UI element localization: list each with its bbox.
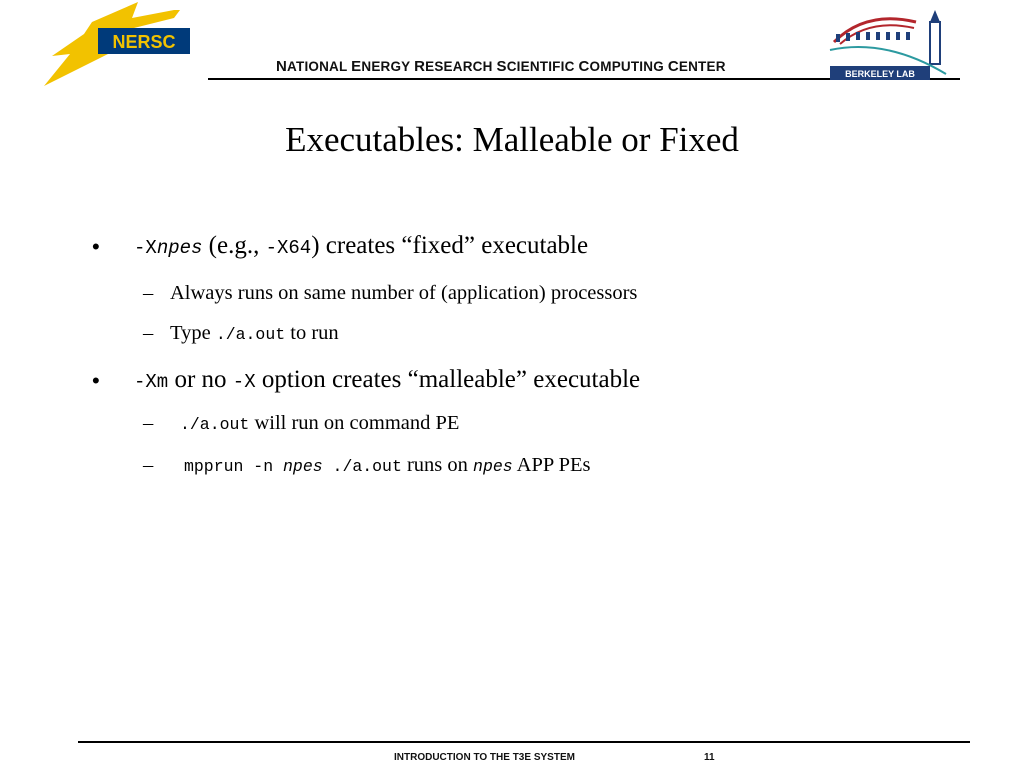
page-number: 11 <box>704 752 715 763</box>
dash-marker-2: – <box>143 322 154 344</box>
bullet-2-text-a: or no <box>168 366 233 393</box>
sub-bullet-2-text-a: Type <box>170 322 216 344</box>
code-flag-x-2: -X <box>232 371 256 393</box>
sub-bullet-1: Always runs on same number of (application) processors <box>170 282 638 304</box>
org-title-word-4: SCIENTIFIC <box>496 58 575 75</box>
berkeley-lab-logo-text: BERKELEY LAB <box>845 69 915 79</box>
dash-marker-3: – <box>143 412 154 434</box>
dash-marker-1: – <box>143 282 154 304</box>
sub-bullet-4 <box>184 454 591 477</box>
bullet-1 <box>134 232 588 260</box>
code-x64: -X64 <box>265 237 312 259</box>
code-npes: npes <box>156 237 203 259</box>
org-title-word-3: RESEARCH <box>414 58 493 75</box>
code-flag-xm: -Xm <box>134 371 169 393</box>
sub-bullet-2 <box>170 322 339 345</box>
bullet-2-text-b: option creates “malleable” executable <box>255 366 641 393</box>
sub-bullet-3-text: will run on command PE <box>249 412 460 434</box>
slide-title: Executables: Malleable or Fixed <box>285 120 739 159</box>
footer-text: INTRODUCTION TO THE T3E SYSTEM <box>394 752 575 763</box>
bullet-1-text-b: ) creates “fixed” executable <box>311 232 589 259</box>
berkeley-lab-logo <box>826 4 956 82</box>
footer-rule <box>78 741 970 743</box>
code-mpprun: mpprun -n <box>184 457 284 476</box>
code-flag-x: -X <box>134 237 157 259</box>
bullet-marker-2: • <box>92 368 100 393</box>
code-a-out-3: ./a.out <box>322 457 402 476</box>
org-title-word-6: CENTER <box>667 58 726 75</box>
dash-marker-4: – <box>143 454 154 476</box>
code-a-out-2: ./a.out <box>180 415 250 434</box>
org-title-word-1: NATIONAL <box>276 58 348 75</box>
code-npes-2: npes <box>283 457 323 476</box>
org-title <box>276 58 726 75</box>
org-title-word-5: COMPUTING <box>578 58 664 75</box>
bullet-1-text-a: (e.g., <box>202 232 266 259</box>
sub-bullet-4-text-b: APP PEs <box>512 454 591 476</box>
bullet-2 <box>134 366 640 394</box>
code-a-out: ./a.out <box>215 325 286 344</box>
nersc-logo-text: NERSC <box>112 32 176 52</box>
org-title-word-2: ENERGY <box>351 58 411 75</box>
sub-bullet-3 <box>180 412 459 435</box>
sub-bullet-4-text-a: runs on <box>401 454 474 476</box>
sub-bullet-2-text-b: to run <box>285 322 339 344</box>
code-npes-3: npes <box>473 457 513 476</box>
nersc-logo <box>34 0 204 92</box>
bullet-marker-1: • <box>92 234 100 259</box>
